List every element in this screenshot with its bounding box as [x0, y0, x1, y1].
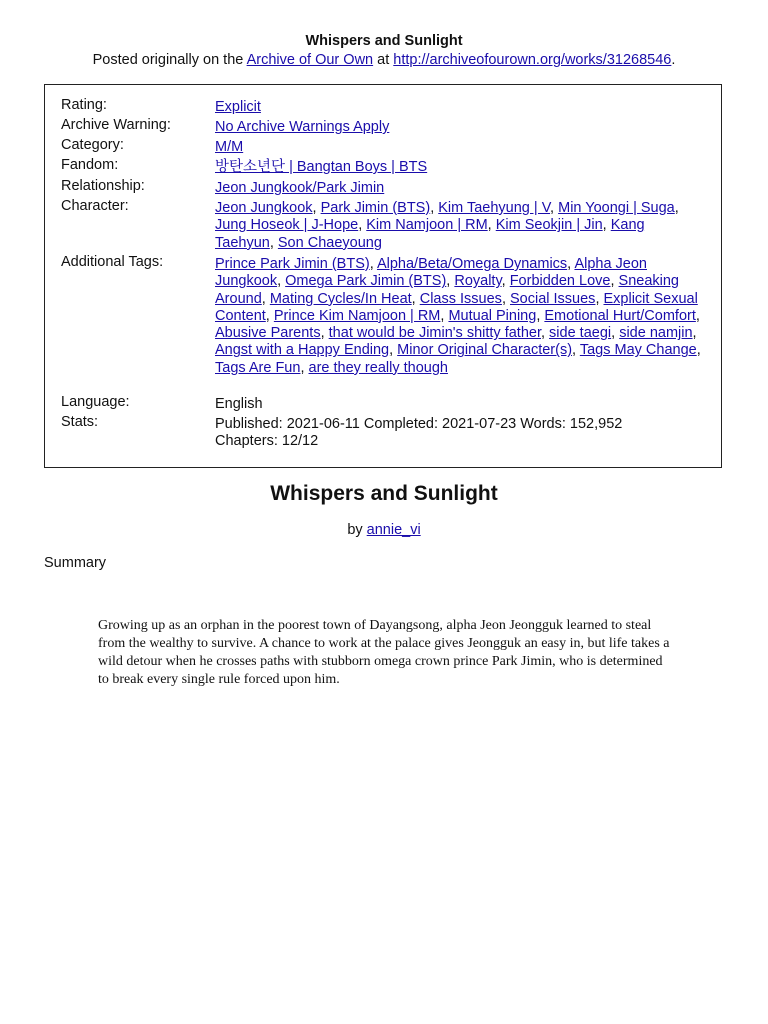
posted-prefix: Posted originally on the: [92, 52, 244, 68]
tag-link[interactable]: Jung Hoseok | J-Hope: [215, 217, 359, 234]
tag-link[interactable]: Alpha/Beta/Omega Dynamics: [376, 256, 568, 272]
posted-period: .: [671, 52, 676, 68]
tag-link[interactable]: that would be Jimin's shitty father: [328, 325, 541, 342]
tag-link[interactable]: Omega Park Jimin (BTS): [285, 273, 447, 290]
tag-link[interactable]: Alpha Jeon Jungkook: [215, 256, 647, 290]
tag-link[interactable]: Emotional Hurt/Comfort: [544, 307, 696, 324]
tag-link[interactable]: 방탄소년단 | Bangtan Boys | BTS: [215, 159, 428, 175]
document-header: [0, 32, 768, 69]
byline: [0, 521, 768, 539]
fandom-value: [215, 159, 707, 176]
summary-heading: Summary: [44, 555, 107, 571]
tag-link[interactable]: Class Issues: [419, 290, 502, 307]
warning-label: Archive Warning:: [61, 117, 171, 133]
category-value: [215, 139, 707, 156]
tag-link[interactable]: Min Yoongi | Suga: [558, 200, 675, 216]
tag-link[interactable]: Mating Cycles/In Heat: [269, 290, 412, 307]
language-value: English: [215, 396, 263, 412]
at-word: at: [377, 52, 390, 68]
work-metadata-box: [44, 84, 722, 468]
tag-link[interactable]: are they really though: [308, 359, 448, 376]
fandom-label: Fandom:: [61, 157, 119, 173]
tag-link[interactable]: Tags Are Fun: [215, 359, 301, 376]
tag-link[interactable]: Kim Seokjin | Jin: [495, 217, 603, 234]
tag-link[interactable]: Abusive Parents: [215, 325, 321, 342]
rating-value: [215, 99, 707, 116]
tag-link[interactable]: Social Issues: [510, 290, 596, 307]
tag-link[interactable]: Angst with a Happy Ending: [215, 342, 390, 359]
relationship-label: Relationship:: [61, 178, 145, 194]
tag-link[interactable]: No Archive Warnings Apply: [215, 119, 390, 135]
tag-link[interactable]: Prince Park Jimin (BTS): [215, 256, 370, 272]
tag-link[interactable]: Kim Namjoon | RM: [366, 217, 488, 234]
tag-link[interactable]: Forbidden Love: [509, 273, 611, 290]
stats-label: Stats:: [61, 414, 99, 430]
rating-label: Rating:: [61, 97, 107, 113]
character-label: Character:: [61, 198, 129, 214]
tag-link[interactable]: Explicit Sexual Content: [215, 290, 698, 324]
tag-link[interactable]: Sneaking Around: [215, 273, 679, 307]
stats-value: Published: 2021-06-11 Completed: 2021-07-23 Words: 152,952 Chapters: 12/12: [215, 416, 623, 450]
tag-link[interactable]: side taegi: [549, 325, 612, 342]
tag-link[interactable]: Tags May Change: [579, 342, 697, 359]
work-title: Whispers and Sunlight: [270, 482, 498, 505]
tag-link[interactable]: Park Jimin (BTS): [320, 200, 431, 216]
tag-link[interactable]: Explicit: [215, 99, 261, 115]
warning-value: [215, 119, 707, 136]
tag-link[interactable]: Kang Taehyun: [215, 217, 645, 251]
tag-link[interactable]: side namjin: [619, 325, 693, 342]
archive-link[interactable]: Archive of Our Own: [246, 52, 374, 68]
language-label: Language:: [61, 394, 130, 410]
header-title: Whispers and Sunlight: [305, 33, 463, 49]
additional-tags-value: Prince Park Jimin (BTS), Alpha/Beta/Omega Dynamics, Alpha Jeon Jungkook, Omega Park Jimin (BTS), Royalty, Forbidden Love, Sneaking Around, Mating Cycles/In Heat, Class Issues, Social Issues, Explicit Sexual Content, Prince Kim Namjoon | RM, Mutual Pining, Emotional Hurt/Comfort, Abusive Parents, that would be Jimin's shitty father, side taegi, side namjin, Angst with a Happy Ending, Minor Original Character(s), Tags May Change, Tags Are Fun, are they really though: [215, 256, 701, 376]
tag-link[interactable]: Son Chaeyoung: [277, 234, 382, 251]
character-value: Jeon Jungkook, Park Jimin (BTS), Kim Taehyung | V, Min Yoongi | Suga, Jung Hoseok | J-Hope, Kim Namjoon | RM, Kim Seokjin | Jin, Kang Taehyun, Son Chaeyoung: [215, 200, 679, 251]
summary-text: Growing up as an orphan in the poorest town of Dayangsong, alpha Jeon Jeongguk learned to steal from the wealthy to survive. A chance to work at the palace gives Jeongguk an easy in, but life takes a wild detour when he crosses paths with stubborn omega crown prince Park Jimin, who is determined to break every single rule forced upon him.: [98, 618, 670, 687]
work-url-link[interactable]: http://archiveofourown.org/works/31268546: [393, 52, 672, 68]
tag-link[interactable]: Kim Taehyung | V: [438, 200, 551, 216]
tag-link[interactable]: Jeon Jungkook: [215, 200, 313, 216]
tag-link[interactable]: Mutual Pining: [448, 307, 537, 324]
author-link[interactable]: annie_vi: [366, 522, 421, 538]
tag-link[interactable]: M/M: [215, 139, 244, 155]
tag-link[interactable]: Minor Original Character(s): [397, 342, 573, 359]
by-word: by: [347, 522, 363, 538]
tag-link[interactable]: Jeon Jungkook/Park Jimin: [215, 180, 385, 196]
tag-link[interactable]: Royalty: [454, 273, 502, 290]
additional-tags-label: Additional Tags:: [61, 254, 164, 270]
tag-link[interactable]: Prince Kim Namjoon | RM: [273, 307, 441, 324]
posted-line: [0, 51, 768, 69]
category-label: Category:: [61, 137, 124, 153]
relationship-value: [215, 180, 707, 197]
